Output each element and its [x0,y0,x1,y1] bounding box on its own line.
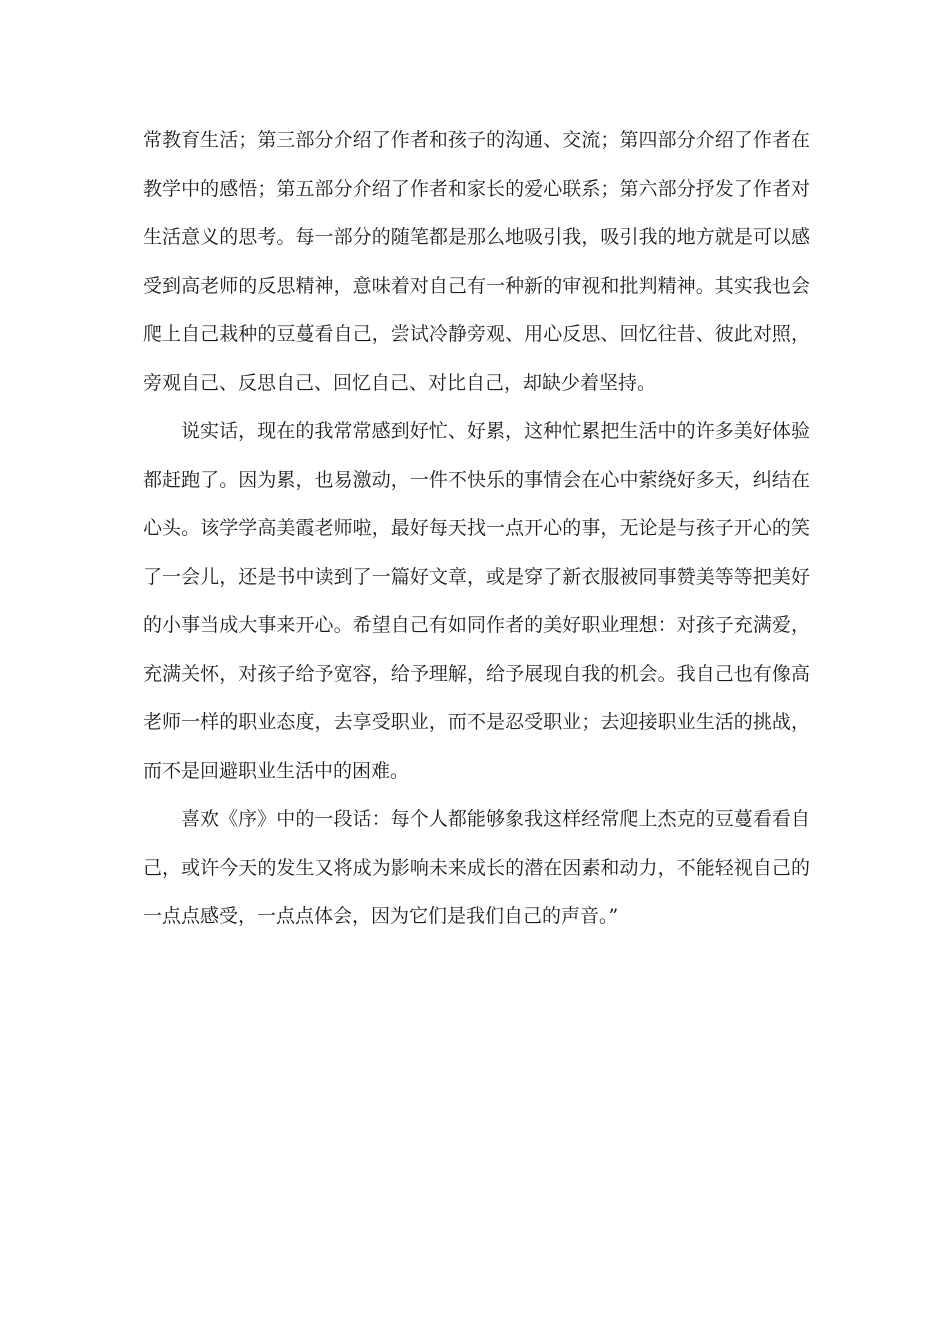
paragraph-continuation: 常教育生活；第三部分介绍了作者和孩子的沟通、交流；第四部分介绍了作者在教学中的感悟；第五部分介绍了作者和家长的爱心联系；第六部分抒发了作者对生活意义的思考。每一部分的随笔都是那么地吸引我，吸引我的地方就是可以感受到高老师的反思精神，意味着对自己有一种新的审视和批判精神。其实我也会爬上自己栽种的豆蔓看自己，尝试冷静旁观、用心反思、回忆往昔、彼此对照，旁观自己、反思自己、回忆自己、对比自己，却缺少着坚持。 [143,129,810,394]
paragraph-busy-life: 说实话，现在的我常常感到好忙、好累，这种忙累把生活中的许多美好体验都赶跑了。因为累，也易激动，一件不快乐的事情会在心中萦绕好多天，纠结在心头。该学学高美霞老师啦，最好每天找一点开心的事，无论是与孩子开心的笑了一会儿，还是书中读到了一篇好文章，或是穿了新衣服被同事赞美等等把美好的小事当成大事来开心。希望自己有如同作者的美好职业理想：对孩子充满爱，充满关怀，对孩子给予宽容，给予理解，给予展现自我的机会。我自己也有像高老师一样的职业态度，去享受职业，而不是忍受职业；去迎接职业生活的挑战，而不是回避职业生活中的困难。 [143,420,810,782]
paragraph-preface-quote: 喜欢《序》中的一段话：每个人都能够象我这样经常爬上杰克的豆蔓看看自己，或许今天的发生又将成为影响未来成长的潜在因素和动力，不能轻视自己的一点点感受，一点点体会，因为它们是我们自己的声音。” [143,808,810,927]
document-body [143,116,810,941]
